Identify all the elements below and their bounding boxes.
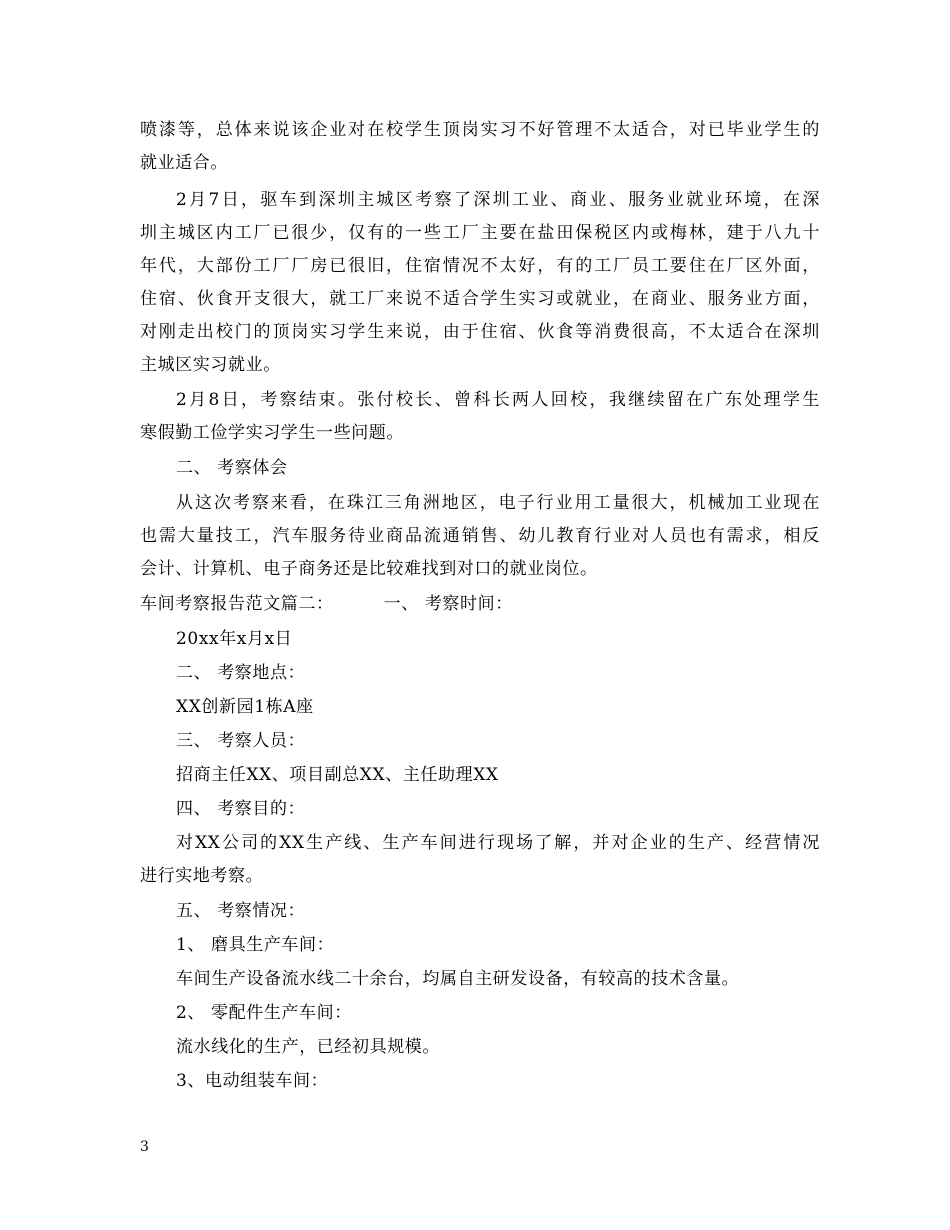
body-line: 从这次考察来看，在珠江三角洲地区，电子行业用工量很大，机械加工业现在	[176, 493, 820, 513]
body-line: 主城区实习就业。	[140, 355, 281, 375]
body-line: 2月7日，驱车到深圳主城区考察了深圳工业、商业、服务业就业环境，在深	[176, 190, 820, 210]
section-heading: 二、 考察体会	[176, 458, 288, 478]
body-line: 进行实地考察。	[140, 866, 264, 886]
body-line: XX创新园1栋A座	[176, 697, 314, 717]
page-number: 3	[140, 1139, 149, 1155]
body-line: 对XX公司的XX生产线、生产车间进行现场了解，并对企业的生产、经营情况	[176, 833, 820, 853]
body-line: 流水线化的生产，已经初具规模。	[176, 1037, 440, 1057]
body-line: 也需大量技工，汽车服务待业商品流通销售、幼儿教育行业对人员也有需求，相反	[140, 526, 820, 546]
body-line: 就业适合。	[140, 153, 228, 173]
subsection-heading: 3、电动组装车间：	[176, 1071, 329, 1091]
article-title: 车间考察报告范文篇二：	[140, 594, 334, 614]
section-heading: 三、 考察人员：	[176, 731, 306, 751]
body-line: 20xx年x月x日	[176, 629, 293, 649]
body-line: 圳主城区内工厂已很少，仅有的一些工厂主要在盐田保税区内或梅林，建于八九十	[140, 223, 820, 243]
section-heading: 四、 考察目的：	[176, 799, 306, 819]
body-line: 住宿、伙食开支很大，就工厂来说不适合学生实习或就业，在商业、服务业方面，	[140, 289, 820, 309]
body-line: 喷漆等，总体来说该企业对在校学生顶岗实习不好管理不太适合，对已毕业学生的	[140, 120, 820, 140]
section-heading: 一、 考察时间：	[383, 594, 513, 614]
article-title-line	[140, 594, 820, 614]
subsection-heading: 2、 零配件生产车间：	[176, 1003, 352, 1023]
body-line: 会计、计算机、电子商务还是比较难找到对口的就业岗位。	[140, 559, 598, 579]
section-heading: 二、 考察地点：	[176, 663, 306, 683]
body-line: 年代，大部份工厂厂房已很旧，住宿情况不太好，有的工厂员工要住在厂区外面，	[140, 256, 820, 276]
body-line: 对刚走出校门的顶岗实习学生来说，由于住宿、伙食等消费很高，不太适合在深圳	[140, 322, 820, 342]
section-heading: 五、 考察情况：	[176, 901, 306, 921]
body-line: 寒假勤工俭学实习学生一些问题。	[140, 423, 404, 443]
body-line: 2月8日，考察结束。张付校长、曾科长两人回校，我继续留在广东处理学生	[176, 390, 820, 410]
body-line: 车间生产设备流水线二十余台，均属自主研发设备，有较高的技术含量。	[176, 969, 740, 989]
subsection-heading: 1、 磨具生产车间：	[176, 935, 335, 955]
body-line: 招商主任XX、项目副总XX、主任助理XX	[176, 765, 499, 785]
